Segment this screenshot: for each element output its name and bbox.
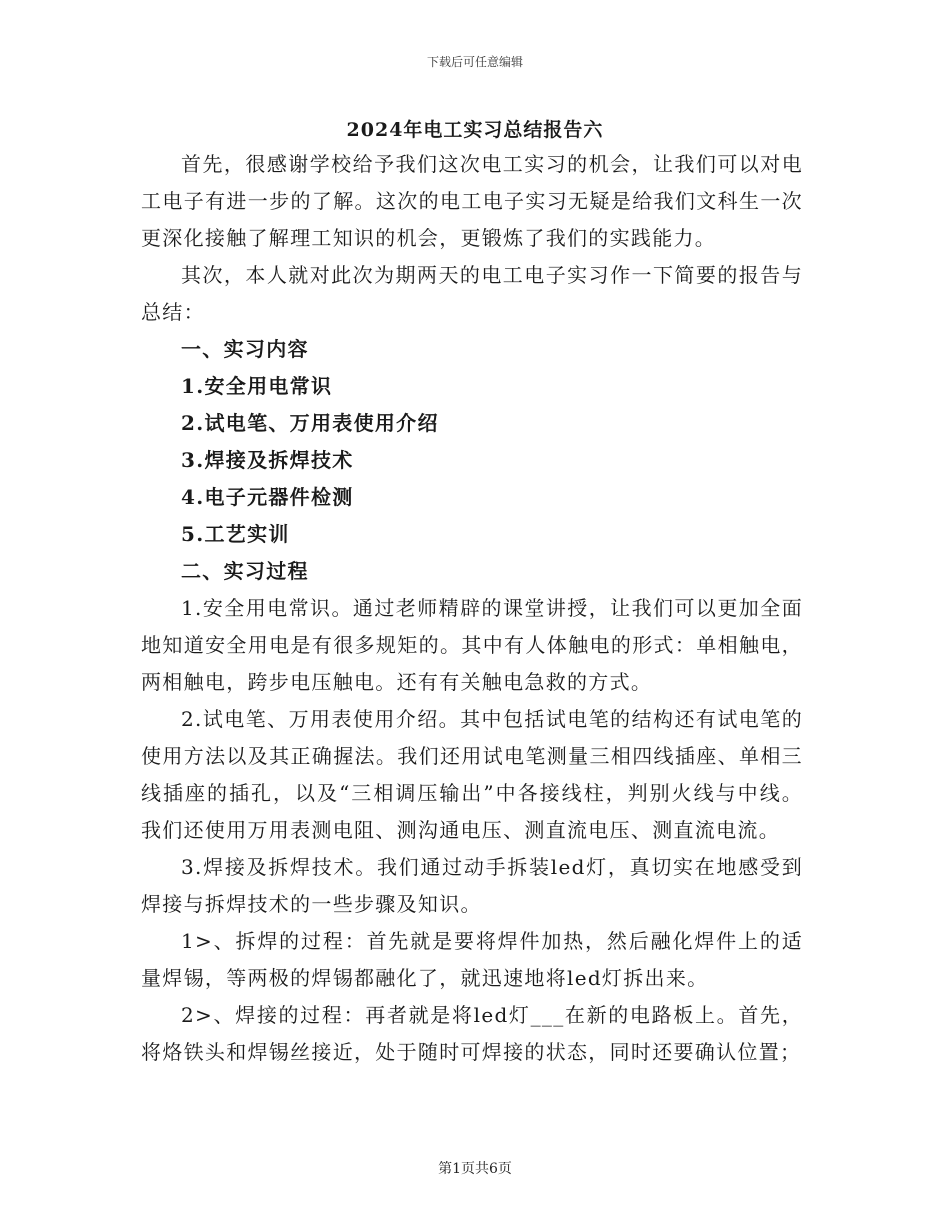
- content-item-4: 4.电子元器件检测: [181, 485, 354, 509]
- paragraph-intro: 首先，很感谢学校给予我们这次电工实习的机会，让我们可以对电工电子有进一步的了解。这次的电工电子实习无疑是给我们文科生一次更深化接触了解理工知识的机会，更锻炼了我们的实践能力。: [141, 152, 803, 250]
- paragraph-soldering: 2>、焊接的过程：再者就是将led灯___在新的电路板上。首先，将烙铁头和焊锡丝接近，处于随时可焊接的状态，同时还要确认位置；: [141, 1003, 803, 1064]
- section-heading-content: 一、实习内容: [181, 337, 309, 361]
- document-title: 2024年电工实习总结报告六: [346, 119, 604, 141]
- page-footer: 第1页共6页: [438, 1161, 512, 1177]
- paragraph-process-2: 2.试电笔、万用表使用介绍。其中包括试电笔的结构还有试电笔的使用方法以及其正确握法。我们还用试电笔测量三相四线插座、单相三线插座的插孔，以及“三相调压输出”中各接线柱，判别火线与中线。我们还使用万用表测电阻、测沟通电压、测直流电压、测直流电流。: [141, 707, 803, 842]
- content-item-1: 1.安全用电常识: [181, 374, 333, 398]
- content-item-2: 2.试电笔、万用表使用介绍: [181, 411, 439, 435]
- paragraph-summary-intro: 其次，本人就对此次为期两天的电工电子实习作一下简要的报告与总结：: [141, 263, 803, 324]
- header-note: 下载后可任意编辑: [426, 55, 523, 69]
- content-item-5: 5.工艺实训: [181, 522, 290, 546]
- paragraph-process-3: 3.焊接及拆焊技术。我们通过动手拆装led灯，真切实在地感受到焊接与拆焊技术的一些步骤及知识。: [141, 855, 803, 916]
- content-item-3: 3.焊接及拆焊技术: [181, 448, 354, 472]
- document-body: [141, 146, 803, 1071]
- paragraph-desoldering: 1>、拆焊的过程：首先就是要将焊件加热，然后融化焊件上的适量焊锡，等两极的焊锡都融化了，就迅速地将led灯拆出来。: [141, 929, 803, 990]
- section-heading-process: 二、实习过程: [181, 559, 309, 583]
- paragraph-process-1: 1.安全用电常识。通过老师精辟的课堂讲授，让我们可以更加全面地知道安全用电是有很多规矩的。其中有人体触电的形式：单相触电，两相触电，跨步电压触电。还有有关触电急救的方式。: [141, 596, 803, 694]
